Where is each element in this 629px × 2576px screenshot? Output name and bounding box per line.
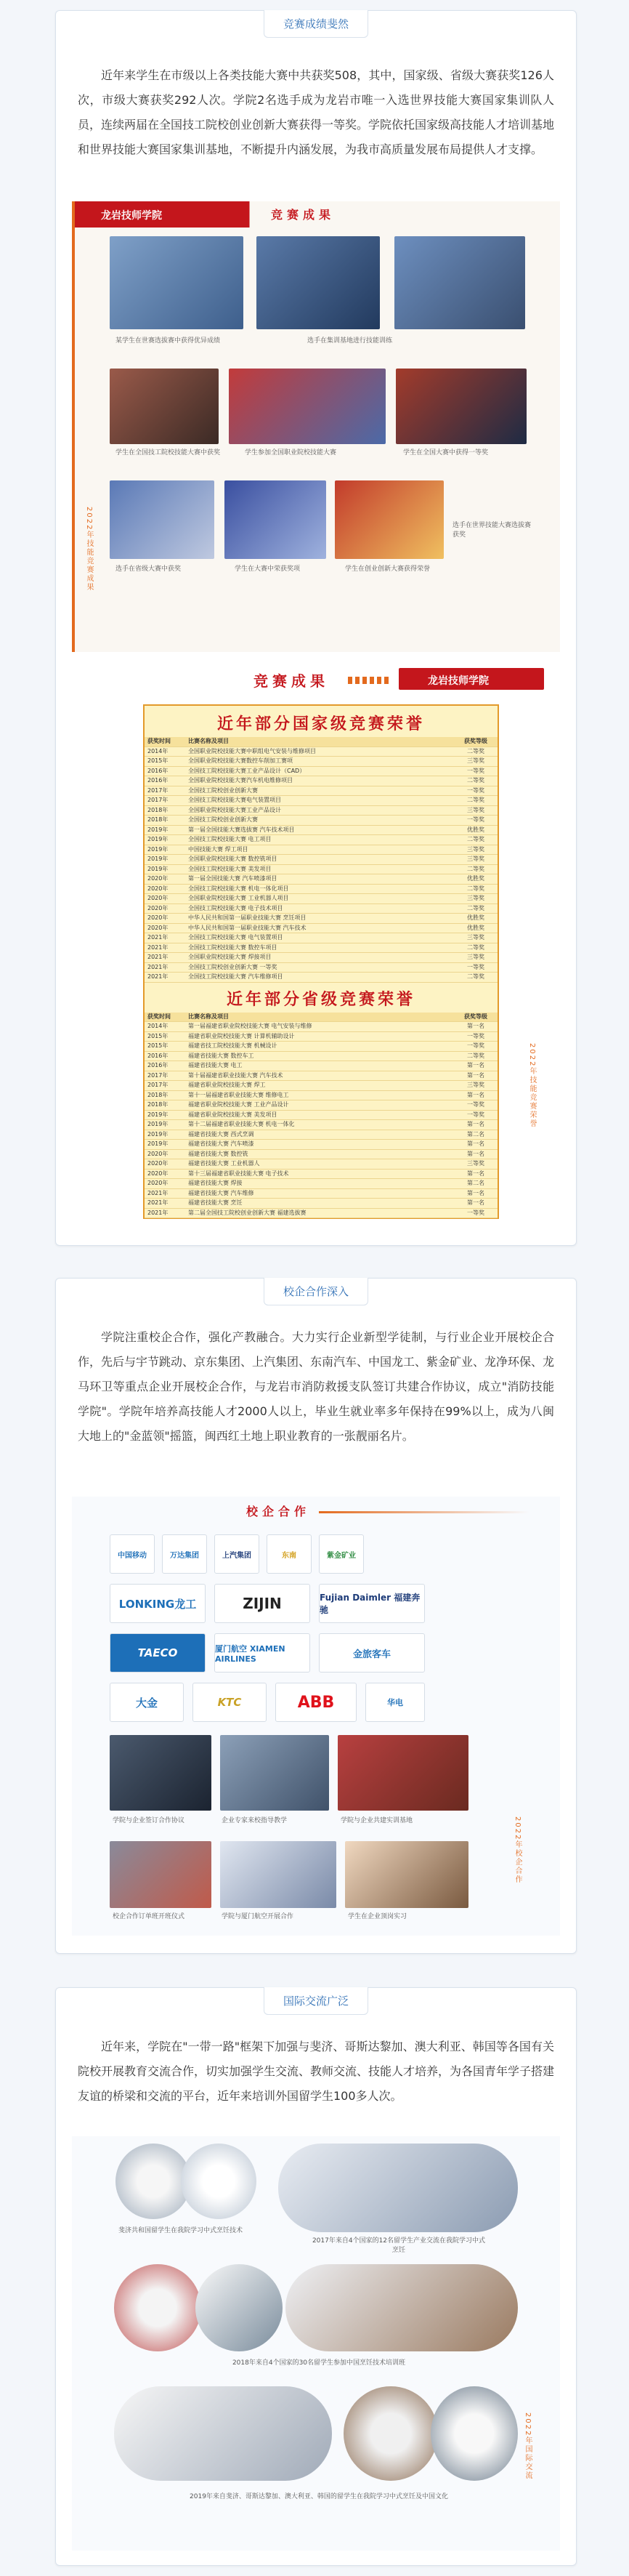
coop-caption-5: 学院与厦门航空开展合作	[222, 1913, 294, 1920]
national-name: 全国职业院校技能大赛 工业机器人项目	[188, 895, 289, 901]
national-row	[145, 855, 498, 865]
provincial-award: 第一名	[467, 1150, 484, 1157]
national-award: 三等奖	[467, 806, 484, 813]
national-year: 2015年	[147, 757, 169, 764]
provincial-award: 第一名	[467, 1062, 484, 1068]
national-award: 二等奖	[467, 943, 484, 951]
school-badge	[399, 668, 544, 690]
provincial-name: 福建省职业院校技能大赛 焊工	[188, 1082, 266, 1088]
national-row	[145, 894, 498, 904]
photo-xiamen-air	[220, 1841, 336, 1908]
provincial-award: 第一名	[467, 1071, 484, 1079]
national-name: 全国技工院校技能大赛 机电一体化项目	[188, 885, 289, 892]
provincial-name: 福建省职业院校技能大赛 计算机辅助设计	[188, 1032, 295, 1039]
provincial-year: 2021年	[147, 1209, 169, 1216]
caption-6: 选手在省级大赛中获奖	[115, 565, 182, 573]
provincial-name: 福建省技能大赛 数控铣	[188, 1150, 248, 1157]
photo-engine	[110, 369, 219, 444]
national-award: 三等奖	[467, 757, 484, 764]
photo-fiji-students-b	[181, 2144, 256, 2219]
caption-2: 选手在集训基地进行技能训练	[307, 337, 393, 345]
national-row	[145, 924, 498, 934]
intl-caption-3: 2018年来自4个国家的30名留学生参加中国烹饪技术培训班	[232, 2359, 406, 2367]
provincial-award: 第一名	[467, 1170, 484, 1177]
photo-training	[256, 236, 380, 329]
provincial-year: 2019年	[147, 1130, 169, 1138]
provincial-name: 福建省技能大赛 烹饪	[188, 1199, 243, 1206]
logo-china-mobile: 中国移动	[110, 1534, 155, 1574]
national-name: 第一届全国技能大赛选拔赛 汽车技术项目	[188, 826, 295, 833]
provincial-award: 一等奖	[467, 1209, 484, 1216]
logo-golden-dragon: 金旅客车	[319, 1633, 425, 1673]
provincial-row	[145, 1130, 498, 1140]
national-row	[145, 776, 498, 786]
national-year: 2019年	[147, 845, 169, 853]
provincial-year: 2019年	[147, 1121, 169, 1127]
provincial-name: 第一届福建省职业院校技能大赛 电气安装与维修	[188, 1023, 312, 1029]
provincial-name: 第十二届福建省职业技能大赛 机电一体化	[188, 1121, 295, 1127]
national-year: 2014年	[147, 747, 169, 754]
national-rows	[145, 747, 498, 983]
national-award: 二等奖	[467, 973, 484, 980]
title-arrows	[348, 677, 391, 684]
national-row	[145, 845, 498, 856]
school-badge-text: 龙岩技师学院	[428, 675, 489, 687]
provincial-name: 福建省技能大赛 焊接	[188, 1180, 243, 1186]
caption-3: 学生在全国技工院校技能大赛中获奖	[115, 449, 221, 456]
national-award: 优胜奖	[467, 924, 484, 931]
provincial-row	[145, 1111, 498, 1121]
provincial-row	[145, 1140, 498, 1150]
national-year: 2021年	[147, 934, 169, 941]
national-name: 全国技工院校技能大赛 电气装置项目	[188, 934, 283, 941]
provincial-year: 2017年	[147, 1071, 169, 1079]
national-award: 二等奖	[467, 777, 484, 784]
provincial-row	[145, 1170, 498, 1180]
competition-card	[55, 10, 577, 1246]
competition-title-row	[72, 665, 560, 694]
national-award: 一等奖	[467, 963, 484, 970]
national-year: 2019年	[147, 826, 169, 833]
provincial-name: 福建省技能大赛 西式烹调	[188, 1130, 254, 1138]
national-row	[145, 816, 498, 826]
national-award: 一等奖	[467, 786, 484, 794]
cooperation-banner-title: 校企合作	[246, 1505, 311, 1518]
national-row	[145, 904, 498, 914]
logo-ktc: KTC	[192, 1683, 267, 1722]
provincial-award: 第一名	[467, 1140, 484, 1147]
photo-2018-chef-c	[285, 2264, 518, 2351]
national-row	[145, 933, 498, 943]
national-name: 中国技能大赛 焊工项目	[188, 845, 248, 853]
provincial-award: 一等奖	[467, 1111, 484, 1118]
international-paragraph: 近年来，学院在"一带一路"框架下加强与斐济、哥斯达黎加、澳大利亚、韩国等各国有关院校开展教育交流合作，切实加强学生交流、教师交流、技能人才培养，为各国青年学子搭建友谊的桥梁和交流的平台，近年来培训外国留学生100多人次。	[78, 2040, 555, 2103]
photo-fiji-students-a	[115, 2144, 191, 2219]
photo-meeting	[338, 1735, 468, 1811]
coop-caption-3: 学院与企业共建实训基地	[341, 1817, 413, 1824]
caption-7: 学生在大赛中荣获奖项	[235, 565, 301, 573]
national-award: 二等奖	[467, 865, 484, 872]
photo-student-award	[110, 236, 243, 329]
photo-2019-cook	[431, 2386, 518, 2481]
provincial-year: 2020年	[147, 1150, 169, 1157]
provincial-year: 2020年	[147, 1160, 169, 1167]
provincial-row	[145, 1159, 498, 1170]
provincial-header-year: 获奖时间	[147, 1013, 171, 1020]
international-panel	[72, 2136, 560, 2551]
national-year: 2019年	[147, 836, 169, 842]
national-year: 2019年	[147, 865, 169, 872]
national-name: 全国技工院校技能大赛工业产品设计（CAD）	[188, 767, 306, 774]
national-header-row	[145, 737, 498, 747]
header-award: 获奖等级	[464, 738, 487, 744]
national-honour-title: 近年部分国家级竞赛荣誉	[216, 715, 425, 733]
logo-taeco: TAECO	[110, 1633, 206, 1673]
national-row	[145, 874, 498, 885]
logo-zijin-mining: 紫金矿业	[319, 1534, 364, 1574]
photo-car	[396, 369, 527, 444]
intl-caption-2: 2017年来自4个国家的12名留学生产业交流在我院学习中式烹饪	[312, 2237, 486, 2254]
national-year: 2020年	[147, 914, 169, 921]
provincial-header-name: 比赛名称及项目	[188, 1013, 229, 1020]
provincial-year: 2017年	[147, 1082, 169, 1088]
cooperation-section-title: 校企合作深入	[264, 1278, 368, 1305]
provincial-row	[145, 1199, 498, 1209]
competition-orange-title: 竞赛成果	[253, 672, 329, 690]
national-row	[145, 757, 498, 767]
provincial-rows	[145, 1022, 498, 1218]
provincial-row	[145, 1032, 498, 1042]
national-row	[145, 835, 498, 845]
logo-daikin: 大金	[110, 1683, 184, 1722]
provincial-row	[145, 1091, 498, 1101]
provincial-name: 福建省职业院校技能大赛 美发项目	[188, 1111, 277, 1118]
provincial-name: 第十一届福建省职业技能大赛 维修电工	[188, 1091, 289, 1098]
national-award: 三等奖	[467, 845, 484, 853]
national-row	[145, 796, 498, 806]
national-year: 2020年	[147, 875, 169, 882]
national-year: 2017年	[147, 797, 169, 803]
logo-fujian-daimler: Fujian Daimler 福建奔驰	[319, 1584, 425, 1623]
logo-lonking: LONKING龙工	[110, 1584, 206, 1623]
provincial-name: 福建省职业院校技能大赛 工业产品设计	[188, 1101, 289, 1108]
national-year: 2019年	[147, 856, 169, 862]
national-award: 一等奖	[467, 767, 484, 774]
provincial-row	[145, 1120, 498, 1130]
national-row	[145, 885, 498, 895]
cooperation-banner-row	[72, 1502, 560, 1523]
provincial-award: 一等奖	[467, 1042, 484, 1049]
international-vertical-note: 2022年国际交流	[524, 2412, 532, 2481]
provincial-row	[145, 1061, 498, 1071]
provincial-name: 福建省技能大赛 工业机器人	[188, 1160, 260, 1167]
honour-vertical-note: 2022年技能竞赛荣誉	[528, 1043, 536, 1129]
provincial-award: 三等奖	[467, 1160, 484, 1167]
national-name: 全国职业院校技能大赛 数控铣项目	[188, 856, 277, 862]
provincial-year: 2015年	[147, 1032, 169, 1039]
provincial-row	[145, 1052, 498, 1062]
intl-caption-1: 斐济共和国留学生在我院学习中式烹饪技术	[118, 2227, 243, 2234]
cooperation-banner-line	[319, 1511, 529, 1513]
provincial-row	[145, 1150, 498, 1160]
cooperation-paragraph: 学院注重校企合作，强化产教融合。大力实行企业新型学徒制，与行业企业开展校企合作，先后与宇节跳动、京东集团、上汽集团、东南汽车、中国龙工、紫金矿业、龙净环保、龙马环卫等重点企业开展校企合作，与龙岩市消防救援支队签订共建合作协议，成立"消防技能学院"。学院年培养高技能人才2000人以上，毕业生就业率多年保持在99%以上，成为八闽大地上的"金蓝领"摇篮，闽西红土地上职业教育的一张靓丽名片。	[78, 1330, 555, 1443]
national-name: 全国技工院校技能大赛 数控车项目	[188, 943, 277, 951]
photo-award-group	[224, 480, 326, 559]
caption-5: 学生在全国大赛中获得一等奖	[403, 449, 489, 456]
provincial-year: 2018年	[147, 1091, 169, 1098]
national-award: 二等奖	[467, 747, 484, 754]
coop-caption-2: 企业专家来校指导教学	[222, 1817, 288, 1824]
national-award: 三等奖	[467, 934, 484, 941]
provincial-award: 一等奖	[467, 1101, 484, 1108]
national-name: 全国技工院校创业创新大赛	[188, 816, 258, 823]
logo-zijin: ZIJIN	[214, 1584, 310, 1623]
national-year: 2020年	[147, 895, 169, 901]
photo-winners	[335, 480, 444, 559]
provincial-name: 福建省技能大赛 数控车工	[188, 1052, 254, 1059]
national-year: 2016年	[147, 777, 169, 784]
national-row	[145, 973, 498, 983]
national-award: 二等奖	[467, 836, 484, 842]
provincial-name: 第十届福建省职业技能大赛 汽车技术	[188, 1071, 283, 1079]
national-year: 2017年	[147, 786, 169, 794]
photo-award-stage	[110, 480, 214, 559]
provincial-name: 福建省技能大赛 汽车维修	[188, 1189, 254, 1196]
logo-huadian: 华电	[365, 1683, 425, 1722]
national-year: 2020年	[147, 904, 169, 911]
national-name: 全国技工院校技能大赛 美发项目	[188, 865, 272, 872]
national-award: 优胜奖	[467, 826, 484, 833]
national-award: 三等奖	[467, 856, 484, 862]
national-name: 全国技工院校创业创新大赛 一等奖	[188, 963, 277, 970]
header-year: 获奖时间	[147, 738, 171, 744]
provincial-row	[145, 1209, 498, 1219]
provincial-name: 福建省技工院校技能大赛 机械设计	[188, 1042, 277, 1049]
national-name: 第一届全国技能大赛 汽车喷漆项目	[188, 875, 277, 882]
photo-2018-chef-b	[195, 2264, 283, 2351]
provincial-name: 福建省技能大赛 汽车喷漆	[188, 1140, 254, 1147]
provincial-year: 2015年	[147, 1042, 169, 1049]
national-year: 2020年	[147, 924, 169, 931]
national-award: 二等奖	[467, 797, 484, 803]
provincial-award: 第二名	[467, 1180, 484, 1186]
caption-1: 某学生在世赛选拔赛中获得优异成绩	[115, 337, 221, 345]
national-row	[145, 953, 498, 963]
national-name: 全国职业院校技能大赛数控车削加工赛项	[188, 757, 293, 764]
national-year: 2021年	[147, 954, 169, 960]
international-card	[55, 1987, 577, 2566]
national-row	[145, 806, 498, 816]
national-name: 全国技工院校创业创新大赛	[188, 786, 258, 794]
photo-class-opening	[110, 1841, 211, 1908]
school-name-logo: 龙岩技师学院	[101, 210, 162, 222]
caption-8: 学生在创业创新大赛获得荣誉	[345, 565, 431, 573]
provincial-name: 第二届全国技工院校创业创新大赛 福建选拔赛	[188, 1209, 307, 1216]
national-year: 2020年	[147, 885, 169, 892]
cooperation-vertical-note: 2022年校企合作	[514, 1816, 522, 1885]
competition-paragraph: 近年来学生在市级以上各类技能大赛中共获奖508，其中，国家级、省级大赛获奖126人次，市级大赛获奖292人次。学院2名选手成为龙岩市唯一入选世界技能大赛国家集训队人员，连续两届在全国技工院校创业创新大赛获得一等奖。学院依托国家级高技能人才培训基地和世界技能大赛国家集训基地，不断提升内涵发展，为我市高质量发展布局提供人才支撑。	[78, 68, 555, 156]
national-award: 三等奖	[467, 954, 484, 960]
provincial-row	[145, 1189, 498, 1199]
international-section-title: 国际交流广泛	[264, 1987, 368, 2015]
coop-caption-6: 学生在企业顶岗实习	[348, 1913, 407, 1920]
provincial-honour-title: 近年部分省级竞赛荣誉	[226, 990, 415, 1009]
national-name: 全国技工院校技能大赛 电工项目	[188, 836, 272, 842]
photo-2019-chef	[344, 2386, 438, 2481]
provincial-row	[145, 1071, 498, 1082]
provincial-row	[145, 1042, 498, 1052]
provincial-award: 三等奖	[467, 1082, 484, 1088]
national-name: 全国技工院校技能大赛电气装置项目	[188, 797, 281, 803]
logo-wanda: 万达集团	[162, 1534, 207, 1574]
national-row	[145, 963, 498, 973]
coop-caption-4: 校企合作订单班开班仪式	[113, 1913, 185, 1920]
caption-9: 选手在世界技能大赛选拔赛获奖	[453, 522, 532, 539]
national-name: 全国技工院校技能大赛 电子技术项目	[188, 904, 283, 911]
header-name: 比赛名称及项目	[188, 738, 229, 744]
provincial-name: 福建省技能大赛 电工	[188, 1062, 243, 1068]
photo-2018-chef-a	[114, 2264, 201, 2351]
national-row	[145, 826, 498, 836]
national-year: 2018年	[147, 816, 169, 823]
national-name: 中华人民共和国第一届职业技能大赛 烹饪项目	[188, 914, 307, 921]
national-name: 中华人民共和国第一届职业技能大赛 汽车技术	[188, 924, 307, 931]
national-award: 三等奖	[467, 895, 484, 901]
cooperation-card	[55, 1278, 577, 1954]
provincial-year: 2019年	[147, 1111, 169, 1118]
competition-vertical-note: 2022年技能竞赛成果	[85, 507, 93, 592]
national-name: 全国职业院校技能大赛中职组电气安装与维修项目	[188, 747, 316, 754]
cooperation-panel	[72, 1497, 560, 1936]
provincial-year: 2020年	[147, 1180, 169, 1186]
competition-section-title: 竞赛成绩斐然	[264, 10, 368, 38]
provincial-year: 2019年	[147, 1140, 169, 1147]
national-year: 2021年	[147, 973, 169, 980]
provincial-header-row	[145, 1013, 498, 1023]
photo-signing	[110, 1735, 211, 1811]
national-name: 全国职业院校技能大赛工业产品设计	[188, 806, 281, 813]
national-year: 2018年	[147, 806, 169, 813]
photo-machine	[394, 236, 525, 329]
provincial-row	[145, 1022, 498, 1032]
provincial-award: 第一名	[467, 1091, 484, 1098]
photo-2019-group	[114, 2386, 332, 2481]
provincial-year: 2021年	[147, 1189, 169, 1196]
honour-table	[143, 704, 499, 1219]
provincial-award: 第一名	[467, 1121, 484, 1127]
provincial-year: 2020年	[147, 1170, 169, 1177]
national-row	[145, 747, 498, 757]
national-name: 全国技工院校技能大赛 汽车维修项目	[188, 973, 283, 980]
provincial-year: 2016年	[147, 1062, 169, 1068]
competition-photo-panel	[72, 201, 560, 652]
national-year: 2016年	[147, 767, 169, 774]
photo-2017-training	[278, 2144, 518, 2232]
provincial-award: 第一名	[467, 1023, 484, 1029]
national-row	[145, 914, 498, 924]
national-award: 二等奖	[467, 904, 484, 911]
provincial-year: 2014年	[147, 1023, 169, 1029]
provincial-award: 第一名	[467, 1199, 484, 1206]
national-award: 优胜奖	[467, 875, 484, 882]
caption-4: 学生参加全国职业院校技能大赛	[245, 449, 337, 456]
photo-guidance	[220, 1735, 329, 1811]
logo-saic: 上汽集团	[214, 1534, 259, 1574]
logo-soueast: 东南	[267, 1534, 312, 1574]
competition-banner-title: 竞赛成果	[271, 208, 336, 222]
national-year: 2021年	[147, 963, 169, 970]
logo-abb: ABB	[275, 1683, 357, 1722]
national-award: 优胜奖	[467, 914, 484, 921]
provincial-year: 2018年	[147, 1101, 169, 1108]
national-year: 2021年	[147, 943, 169, 951]
provincial-year: 2016年	[147, 1052, 169, 1059]
national-name: 全国职业院校技能大赛 焊接项目	[188, 954, 272, 960]
photo-ceremony	[229, 369, 386, 444]
provincial-row	[145, 1081, 498, 1091]
provincial-award: 二等奖	[467, 1052, 484, 1059]
national-row	[145, 767, 498, 777]
national-name: 全国职业院校技能大赛汽车机电维修项目	[188, 777, 293, 784]
logo-xiamen-airlines: 厦门航空 XIAMEN AIRLINES	[214, 1633, 310, 1673]
provincial-year: 2021年	[147, 1199, 169, 1206]
national-row	[145, 786, 498, 797]
national-award: 一等奖	[467, 816, 484, 823]
national-row	[145, 943, 498, 954]
provincial-header-award: 获奖等级	[464, 1013, 487, 1020]
provincial-name: 第十三届福建省职业技能大赛 电子技术	[188, 1170, 289, 1177]
national-award: 二等奖	[467, 885, 484, 892]
provincial-row	[145, 1179, 498, 1189]
competition-banner	[75, 201, 560, 228]
intl-caption-4: 2019年来自斐济、哥斯达黎加、澳大利亚、韩国的留学生在我院学习中式烹饪及中国文化	[190, 2493, 448, 2500]
coop-caption-1: 学院与企业签订合作协议	[113, 1817, 185, 1824]
national-row	[145, 865, 498, 875]
provincial-award: 第二名	[467, 1130, 484, 1138]
photo-internship	[345, 1841, 468, 1908]
provincial-award: 第一名	[467, 1189, 484, 1196]
provincial-award: 一等奖	[467, 1032, 484, 1039]
provincial-row	[145, 1100, 498, 1111]
